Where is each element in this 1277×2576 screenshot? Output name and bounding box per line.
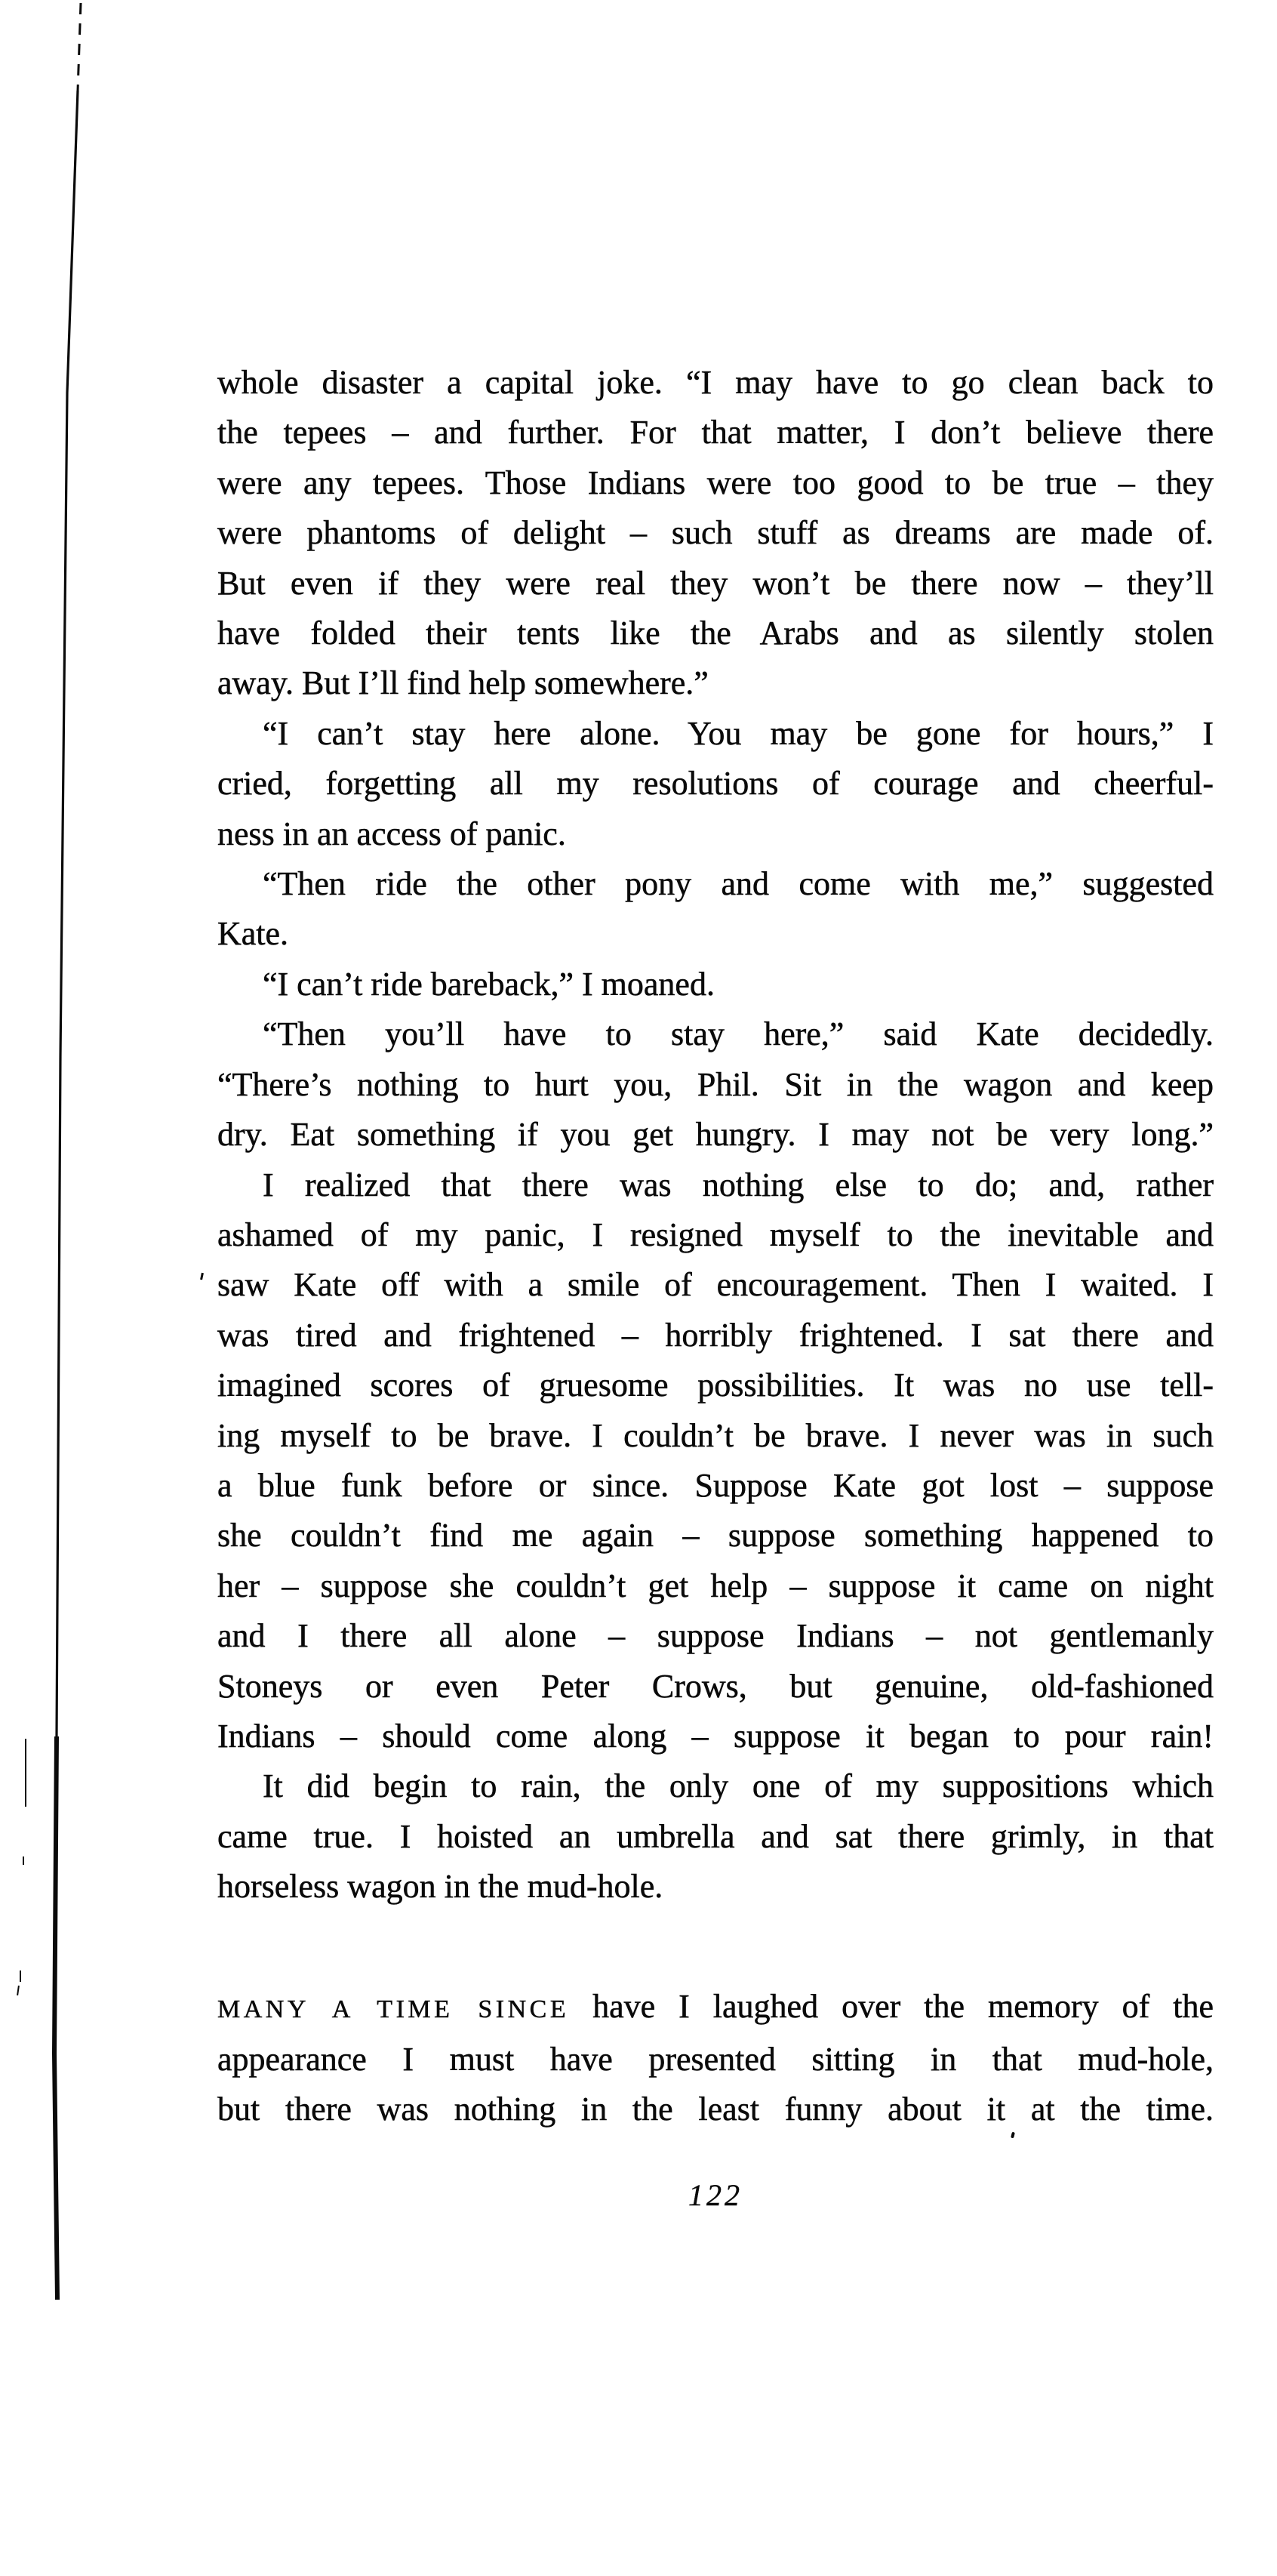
text-line: But even if they were real they won’t be there now – they’ll — [217, 564, 1214, 602]
text-line: saw Kate off with a smile of encouragement. Then I waited. I — [217, 1266, 1214, 1304]
text-line: “I can’t stay here alone. You may be gone for hours,” I — [263, 714, 1214, 752]
small-caps-lead: MANY A TIME SINCE — [217, 1995, 570, 2023]
text-line: Kate. — [217, 915, 289, 953]
text-line: “There’s nothing to hurt you, Phil. Sit in the wagon and keep — [217, 1065, 1214, 1103]
text-line: cried, forgetting all my resolutions of courage and cheerful- — [217, 765, 1214, 803]
text-line: have folded their tents like the Arabs and as silently stolen — [217, 615, 1214, 652]
text-line: It did begin to rain, the only one of my suppositions which — [263, 1767, 1214, 1805]
text-line: dry. Eat something if you get hungry. I may not be very long.” — [217, 1116, 1214, 1154]
scan-artifact — [20, 1971, 21, 1982]
text-line: I realized that there was nothing else to do; and, rather — [263, 1166, 1214, 1203]
text-line: ing myself to be brave. I couldn’t be brave. I never was in such — [217, 1416, 1214, 1454]
text-line: whole disaster a capital joke. “I may have to go clean back to — [217, 364, 1214, 401]
text-line: “Then ride the other pony and come with me,” suggested — [263, 865, 1214, 903]
spine-scan-line — [0, 0, 98, 2310]
text-line: came true. I hoisted an umbrella and sat there grimly, in that — [217, 1817, 1214, 1855]
text-line: the tepees – and further. For that matter, I don’t believe there — [217, 414, 1214, 451]
text-line: MANY A TIME SINCE have I laughed over the memory of the — [217, 1987, 1214, 2025]
text-line: Indians – should come along – suppose it began to pour rain! — [217, 1717, 1214, 1755]
text-line: was tired and frightened – horribly frightened. I sat there and — [217, 1316, 1214, 1354]
page-number: 122 — [688, 2178, 743, 2212]
scan-artifact — [25, 1739, 26, 1807]
text-line: were phantoms of delight – such stuff as dreams are made of. — [217, 514, 1214, 552]
text-line: she couldn’t find me again – suppose something happened to — [217, 1517, 1214, 1555]
text-line: a blue funk before or since. Suppose Kate got lost – suppose — [217, 1466, 1214, 1504]
text-line: ashamed of my panic, I resigned myself to the inevitable and — [217, 1216, 1214, 1253]
text-line: but there was nothing in the least funny about it at the time. — [217, 2091, 1214, 2128]
text-line: away. But I’ll find help somewhere.” — [217, 664, 709, 702]
text-line: and I there all alone – suppose Indians – not gentlemanly — [217, 1617, 1214, 1655]
text-line: ness in an access of panic. — [217, 815, 566, 852]
scan-speck — [200, 1273, 204, 1280]
text-line: Stoneys or even Peter Crows, but genuine, old-fashioned — [217, 1667, 1214, 1705]
text-line: were any tepees. Those Indians were too good to be true – they — [217, 464, 1214, 501]
text-block — [217, 358, 1214, 2135]
text-line: appearance I must have presented sitting in that mud-hole, — [217, 2041, 1214, 2078]
text-line: “Then you’ll have to stay here,” said Kate decidedly. — [263, 1015, 1214, 1053]
text-line: her – suppose she couldn’t get help – suppose it came on night — [217, 1567, 1214, 1604]
text-line: imagined scores of gruesome possibilities. It was no use tell- — [217, 1367, 1214, 1404]
scan-artifact — [23, 1857, 24, 1865]
text-line: horseless wagon in the mud-hole. — [217, 1868, 663, 1906]
text-line: “I can’t ride bareback,” I moaned. — [263, 965, 715, 1003]
